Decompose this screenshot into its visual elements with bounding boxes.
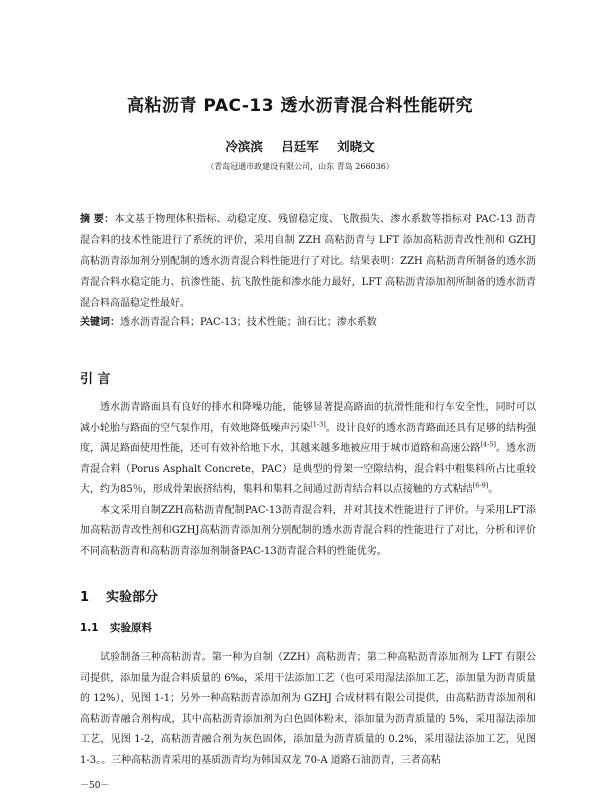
citation-3: [6-9] — [472, 481, 489, 490]
section-1-number: 1 — [80, 590, 90, 605]
affiliation: （青岛冠通市政建设有限公司，山东 青岛 266036） — [206, 162, 394, 171]
intro-paragraph-1: 透水沥青路面具有良好的排水和降噪功能，能够显著提高路面的抗滑性能和行车安全性，同时可以减小轮胎与路面的空气泵作用，有效地降低噪声污染[1-3]。设计良好的透水沥青路面还具有足够的结构强度，满足路面使用性能，还可有效补给地下水，其越来越多地被应用于城市道路和高速公路[4-5]。透水沥青混合料（Porus Asphalt Concrete，PAC）是典型的骨架一空隙结构，混合料中粗集料所占比重较大，约为85％，形成骨架嵌挤结构，集料和集料之间通过沥青结合料以点接触的方式粘结[6-9]。 — [80, 402, 537, 495]
section-1-title: 实验部分 — [106, 590, 159, 605]
paper-title: 高粘沥青 PAC-13 透水沥青混合料性能研究 — [127, 96, 473, 116]
section-1-1-heading — [80, 620, 152, 635]
author-list: 冷滨滨 吕廷军 刘晓文 — [225, 139, 375, 154]
citation-2: [4-5] — [480, 440, 496, 449]
page-number: －50－ — [80, 781, 110, 791]
keywords-label: 关键词： — [80, 317, 120, 328]
section-1-heading — [80, 586, 158, 605]
citation-1: [1-3] — [310, 420, 326, 429]
section-1-1-paragraph: 试验制备三种高粘沥青。第一种为自制（ZZH）高粘沥青；第二种高粘沥青添加剂为 LFT 有限公司提供，添加量为混合料质量的 6‰，采用干法添加工艺（也可采用湿法添加工艺，添加量为沥青质量的 12%），见图 1-1；另外一种高粘沥青添加剂为 GZHJ 合成材料有限公司提供，由高粘沥青添加剂和高粘沥青融合剂构成，其中高粘沥青添加剂为白色固体粉末，添加量为沥青质量的 5%，采用湿法添加工艺，见图 1-2，高粘沥青融合剂为灰色固体，添加量为沥青质量的 0.2%，采用湿法添加工艺，见图 1-3。。三种高粘沥青采用的基质沥青均为韩国双龙 70-A 道路石油沥青，三者高粘 — [80, 652, 536, 766]
keywords-text: 透水沥青混合料；PAC-13；技术性能；油石比；渗水系数 — [120, 317, 377, 328]
abstract — [80, 209, 536, 314]
intro-heading: 引 言 — [80, 372, 111, 387]
intro-paragraph-2: 本文采用自制ZZH高粘沥青配制PAC-13沥青混合料，并对其技术性能进行了评价。与采用LFT添加高粘沥青改性剂和GZHJ高粘沥青添加剂分别配制的透水沥青混合料的性能进行了对比，分析和评价不同高粘沥青和高粘沥青添加剂制备PAC-13沥青混合料的性能优劣。 — [80, 504, 536, 557]
abstract-text: 本文基于物理体积指标、动稳定度、残留稳定度、飞散损失、渗水系数等指标对 PAC-13 沥青混合料的技术性能进行了系统的评价，采用自制 ZZH 高粘沥青与 LFT 添加高粘沥青改性剂和 GZHJ 高粘沥青添加剂分别配制的透水沥青混合料性能进行了对比。结果表明：ZZH 高粘沥青所制备的透水沥青混合料水稳定能力、抗渗性能、抗飞散性能和渗水能力最好，LFT 高粘沥青添加剂所制备的透水沥青混合料高温稳定性最好。 — [80, 214, 536, 309]
intro-body — [80, 398, 536, 562]
keywords — [80, 316, 536, 330]
section-1-1-body — [80, 648, 536, 771]
section-1-1-title: 实验原料 — [110, 622, 152, 634]
abstract-label: 摘 要： — [80, 214, 115, 225]
section-1-1-number: 1.1 — [80, 622, 99, 634]
